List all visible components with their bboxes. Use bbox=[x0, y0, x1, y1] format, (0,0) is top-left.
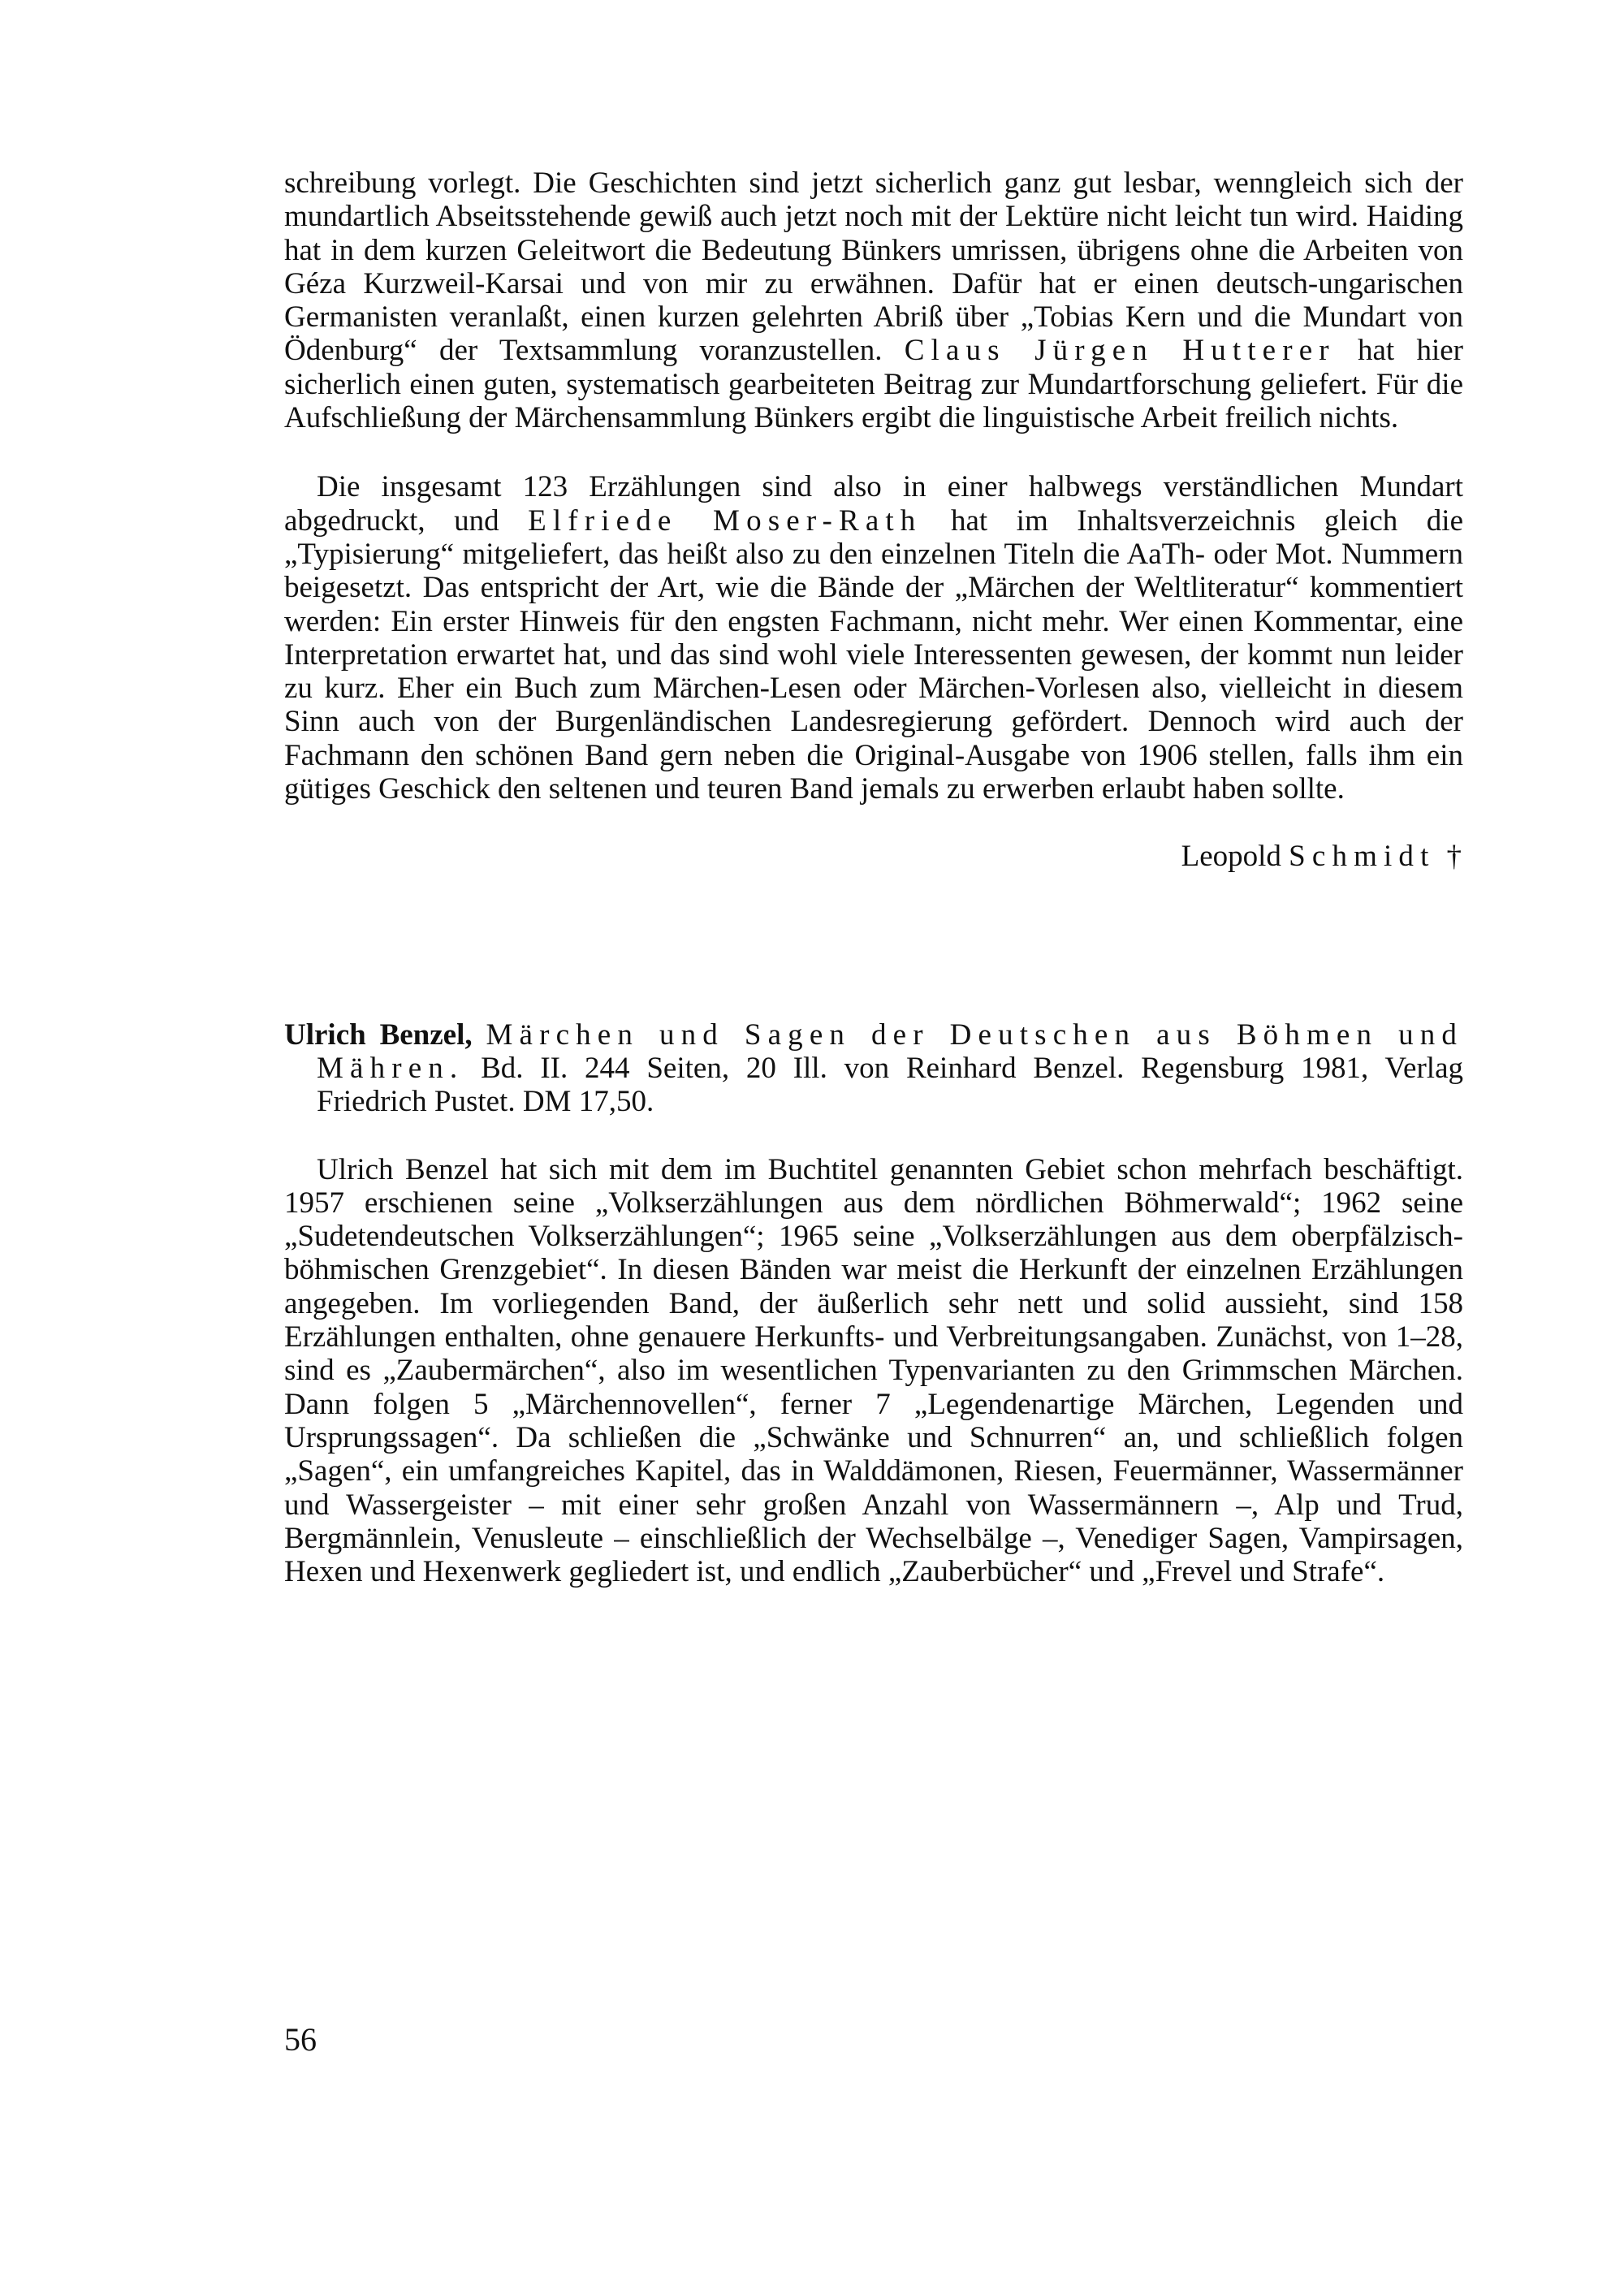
signature-last-name: Schmidt bbox=[1289, 840, 1436, 874]
review-1-signature bbox=[284, 840, 1462, 873]
review-1-paragraph-1 bbox=[284, 166, 1463, 434]
reviewer-name-hutterer: Claus Jürgen Hutterer bbox=[904, 334, 1336, 368]
review-2-book-title: Märchen und Sagen der Deutschen aus Böhmen und Mähren. bbox=[317, 1017, 1464, 1085]
dagger-icon: † bbox=[1446, 840, 1462, 874]
document-page bbox=[284, 166, 1463, 1588]
person-name-moser-rath: Elfriede Moser-Rath bbox=[528, 503, 922, 538]
signature-first-name: Leopold bbox=[1181, 840, 1281, 874]
review-2-paragraph-1: Ulrich Benzel hat sich mit dem im Buchtitel genannten Gebiet schon mehrfach beschäftigt. 1957 erschienen seine „Volkserzählungen aus dem nördlichen Böhmerwald“; 1962 seine „Sudetendeutschen Volkserzählungen“; 1965 seine „Volkserzählungen aus dem oberpfälzisch-böhmischen Grenzgebiet“. In diesen Bänden war meist die Herkunft der einzelnen Erzählungen angegeben. Im vorliegenden Band, der äußerlich sehr nett und solid aussieht, sind 158 Erzählungen enthalten, ohne genauere Herkunfts- und Verbreitungsangaben. Zunächst, von 1–28, sind es „Zaubermärchen“, also im wesentlichen Typenvarianten zu den Grimmschen Märchen. Dann folgen 5 „Märchennovellen“, ferner 7 „Legendenartige Märchen, Legenden und Ursprungssagen“. Da schließen die „Schwänke und Schnurren“ an, und schließlich folgen „Sagen“, ein umfangreiches Kapitel, das in Walddämonen, Riesen, Feuermänner, Wassermänner und Wassergeister – mit einer sehr großen Anzahl von Wassermännern –, Alp und Trud, Bergmännlein, Venusleute – einschließlich der Wechselbälge –, Venediger Sagen, Vampirsagen, Hexen und Hexenwerk gegliedert ist, und endlich „Zauberbücher“ und „Frevel und Strafe“. bbox=[284, 1152, 1463, 1589]
review-1-paragraph-2-text-b: hat im Inhaltsverzeichnis gleich die „Typisierung“ mitgeliefert, das heißt also zu den einzelnen Titeln die AaTh- oder Mot. Nummern beigesetzt. Das entspricht der Art, wie die Bände der „Märchen der Weltliteratur“ kommentiert werden: Ein erster Hinweis für den engsten Fachmann, nicht mehr. Wer einen Kommentar, eine Interpretation erwartet hat, und das sind wohl viele Interessenten gewesen, der kommt nun leider zu kurz. Eher ein Buch zum Märchen-Lesen oder Märchen-Vorlesen also, vielleicht in diesem Sinn auch von der Burgenländischen Landesregierung gefördert. Dennoch wird auch der Fachmann den schönen Band gern neben die Original-Ausgabe von 1906 stellen, falls ihm ein gütiges Geschick den seltenen und teuren Band jemals zu erwerben erlaubt haben sollte. bbox=[284, 503, 1464, 806]
review-2-author: Ulrich Benzel, bbox=[284, 1017, 473, 1052]
review-1-paragraph-2-text-a: Die insgesamt 123 Erzählungen sind also in einer halbwegs verständlichen Mundart abgedruckt, und bbox=[284, 470, 1463, 538]
review-1-paragraph-1-text-a: schreibung vorlegt. Die Geschichten sind jetzt sicherlich ganz gut lesbar, wenngleich sich der mundartlich Abseitsstehende gewiß auch jetzt noch mit der Lektüre nicht leicht tun wird. Haiding hat in dem kurzen Geleitwort die Bedeutung Bünkers umrissen, übrigens ohne die Arbeiten von Géza Kurzweil-Karsai und von mir zu erwähnen. Dafür hat er einen deutsch-ungarischen Germanisten veranlaßt, einen kurzen gelehrten Abriß über „Tobias Kern und die Mundart von Ödenburg“ der Textsammlung voranzustellen. bbox=[284, 166, 1463, 368]
review-2-heading bbox=[284, 1018, 1463, 1119]
review-1-paragraph-2 bbox=[284, 470, 1463, 806]
review-2-publication-details: Bd. II. 244 Seiten, 20 Ill. von Reinhard Benzel. Regensburg 1981, Verlag Friedrich Pustet. DM 17,50. bbox=[317, 1051, 1463, 1119]
page-number: 56 bbox=[284, 2021, 317, 2058]
review-1-paragraph-1-text-b: hat hier sicherlich einen guten, systematisch gearbeiteten Beitrag zur Mundartforschung geliefert. Für die Aufschließung der Märchensammlung Bünkers ergibt die linguistische Arbeit freilich nichts. bbox=[284, 334, 1463, 435]
